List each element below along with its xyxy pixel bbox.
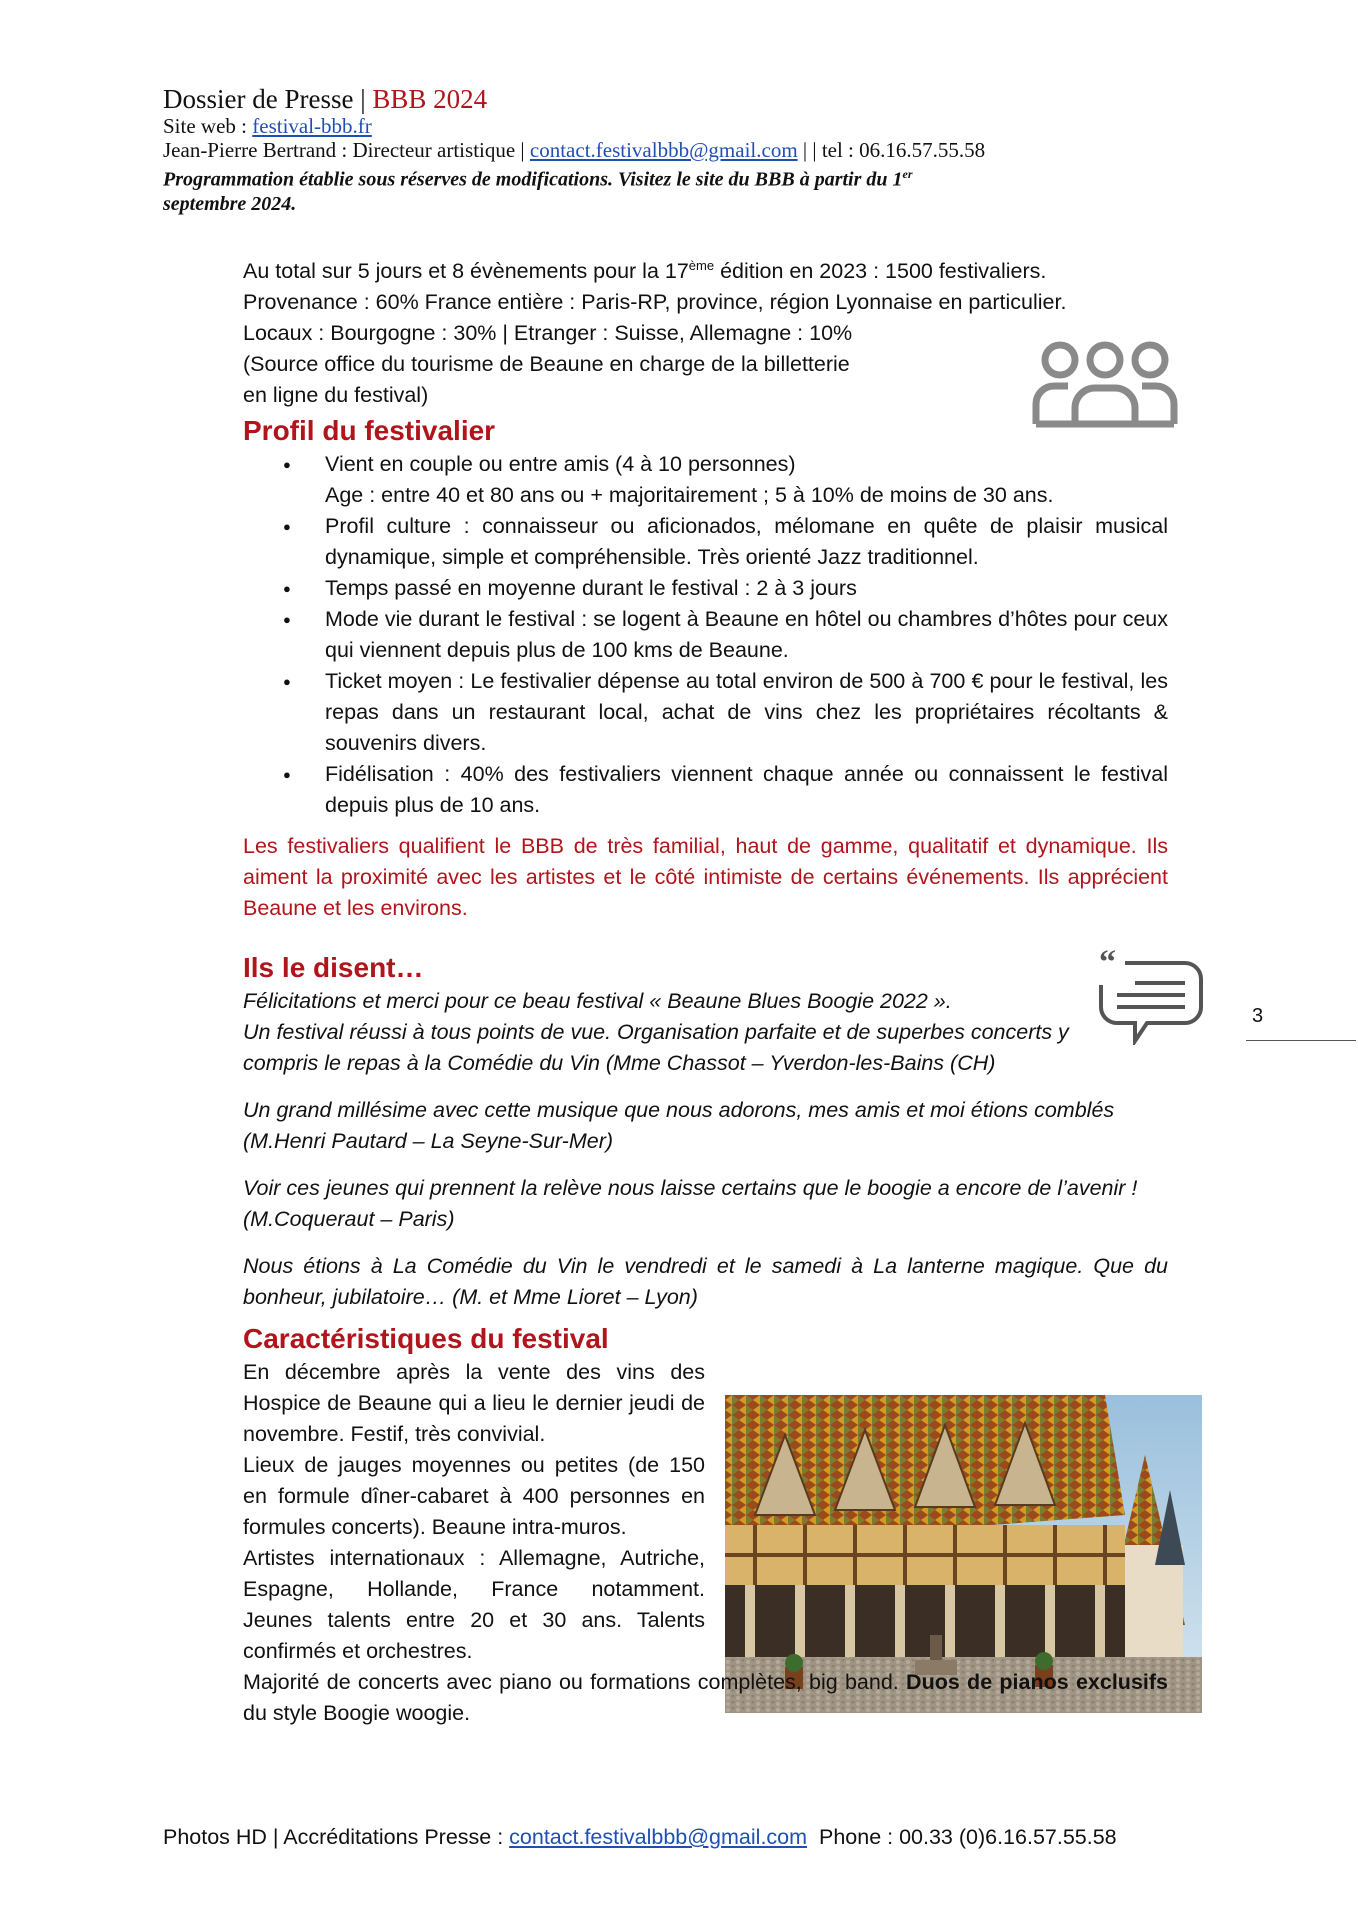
- list-item: ● Ticket moyen : Le festivalier dépense au total environ de 500 à 700 € pour le festival, les repas dans un restaurant local, achat de vins chez les propriétaires récoltants & souvenirs divers.: [243, 666, 1168, 759]
- site-link[interactable]: festival-bbb.fr: [252, 114, 372, 138]
- footer-email-link[interactable]: contact.festivalbbb@gmail.com: [509, 1825, 808, 1849]
- site-line: Site web : festival-bbb.fr: [163, 114, 372, 138]
- stats-line-2: Provenance : 60% France entière : Paris-RP, province, région Lyonnaise en particulier.: [243, 290, 1067, 315]
- features-p2: Lieux de jauges moyennes ou petites (de 150 en formule dîner-cabaret à 400 personnes en formules concerts). Beaune intra-muros.: [243, 1453, 705, 1540]
- page-number-rule: [1246, 1040, 1356, 1041]
- profile-list: [243, 449, 1168, 821]
- features-p3: Artistes internationaux : Allemagne, Autriche, Espagne, Hollande, France notamment.: [243, 1546, 705, 1602]
- testimonial-2: Un grand millésime avec cette musique que nous adorons, mes amis et moi étions comblés (M.Henri Pautard – La Seyne-Sur-Mer): [243, 1098, 1115, 1154]
- page-content: [243, 250, 1168, 1729]
- features-p5: Majorité de concerts avec piano ou formations complètes, big band. Duos de pianos exclusifs du style Boogie woogie.: [243, 1670, 1168, 1726]
- features-heading: Caractéristiques du festival: [243, 1323, 609, 1355]
- list-item: ● Temps passé en moyenne durant le festival : 2 à 3 jours: [243, 573, 1168, 604]
- testimonial-3: Voir ces jeunes qui prennent la relève nous laisse certains que le boogie a encore de l’avenir ! (M.Coqueraut – Paris): [243, 1176, 1138, 1232]
- svg-text:“: “: [1099, 945, 1116, 981]
- features-p1: En décembre après la vente des vins des Hospice de Beaune qui a lieu le dernier jeudi de novembre. Festif, très convivial.: [243, 1360, 705, 1447]
- page-footer: Photos HD | Accréditations Presse : contact.festivalbbb@gmail.com Phone : 00.33 (0)6.16.57.55.58: [163, 1825, 1117, 1849]
- stats-line-3: Locaux : Bourgogne : 30% | Etranger : Suisse, Allemagne : 10%: [243, 321, 853, 346]
- list-item: ● Vient en couple ou entre amis (4 à 10 personnes) Age : entre 40 et 80 ans ou + majoritairement ; 5 à 10% de moins de 30 ans.: [243, 449, 1168, 511]
- testimonial-4: Nous étions à La Comédie du Vin le vendredi et le samedi à La lanterne magique. Que du bonheur, jubilatoire… (M. et Mme Lioret – Lyon): [243, 1254, 1168, 1310]
- features-column: [243, 1357, 705, 1667]
- testimonial-1: Félicitations et merci pour ce beau festival « Beaune Blues Boogie 2022 ». Un festival réussi à tous points de vue. Organisation parfaite et de superbes concerts y compris le repas à la Comédie du Vin (Mme Chassot – Yverdon-les-Bains (CH): [243, 989, 1069, 1076]
- stats-line-1: Au total sur 5 jours et 8 évènements pour la 17ème édition en 2023 : 1500 festivaliers.: [243, 258, 1047, 284]
- list-item: ● Fidélisation : 40% des festivaliers viennent chaque année ou connaissent le festival depuis plus de 10 ans.: [243, 759, 1168, 821]
- programme-notice: Programmation établie sous réserves de modifications. Visitez le site du BBB à partir du 1er septembre 2024.: [163, 167, 913, 215]
- features-p4: Jeunes talents entre 20 et 30 ans. Talents confirmés et orchestres.: [243, 1608, 705, 1664]
- profile-summary: Les festivaliers qualifient le BBB de très familial, haut de gamme, qualitatif et dynamique. Ils aiment la proximité avec les artistes et le côté intimiste de certains événements. Ils apprécient Beaune et les environs.: [243, 834, 1168, 921]
- list-item: ● Mode vie durant le festival : se logent à Beaune en hôtel ou chambres d’hôtes pour ceux qui viennent depuis plus de 100 kms de Beaune.: [243, 604, 1168, 666]
- profile-heading: Profil du festivalier: [243, 415, 496, 447]
- stats-line-5: en ligne du festival): [243, 383, 429, 408]
- contact-line: Jean-Pierre Bertrand : Directeur artistique | contact.festivalbbb@gmail.com | | tel : 06.16.57.55.58: [163, 138, 986, 162]
- contact-email-link[interactable]: contact.festivalbbb@gmail.com: [529, 138, 798, 162]
- stats-line-4: (Source office du tourisme de Beaune en charge de la billetterie: [243, 352, 850, 377]
- testimonials-heading: Ils le disent…: [243, 952, 424, 984]
- page-number: 3: [1246, 1005, 1356, 1041]
- list-item: ● Profil culture : connaisseur ou aficionados, mélomane en quête de plaisir musical dynamique, simple et compréhensible. Très orienté Jazz traditionnel.: [243, 511, 1168, 573]
- header-title: Dossier de Presse | BBB 2024: [163, 84, 488, 114]
- header-title-accent: BBB 2024: [372, 84, 488, 114]
- document-header: [163, 84, 1203, 216]
